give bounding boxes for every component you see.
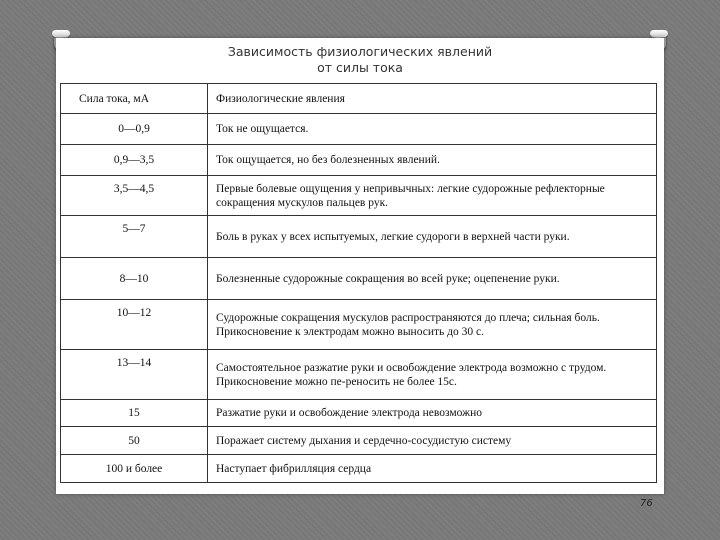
- cell-current: 50: [61, 427, 208, 455]
- cell-effect: Первые болевые ощущения у непривычных: легкие судорожные рефлекторные сокращения мускулов пальцев рук.: [208, 176, 657, 216]
- table-row: [61, 258, 657, 300]
- cell-current: 0—0,9: [61, 114, 208, 145]
- header-current: Сила тока, мА: [61, 84, 208, 114]
- table-row: [61, 176, 657, 216]
- table-row: [61, 145, 657, 176]
- table-row: [61, 216, 657, 258]
- cell-effect: Наступает фибрилляция сердца: [208, 455, 657, 483]
- table-row: [61, 114, 657, 145]
- cell-effect: Поражает систему дыхания и сердечно-сосудистую систему: [208, 427, 657, 455]
- table-row: [61, 300, 657, 350]
- table-header-row: [61, 84, 657, 114]
- slide-title-line1: Зависимость физиологических явлений: [227, 44, 493, 59]
- cell-current: 0,9—3,5: [61, 145, 208, 176]
- header-effects: Физиологические явления: [208, 84, 657, 114]
- table-row: [61, 350, 657, 400]
- cell-current: 8—10: [61, 258, 208, 300]
- cell-current: 100 и более: [61, 455, 208, 483]
- table-row: [61, 427, 657, 455]
- cell-effect: Боль в руках у всех испытуемых, легкие судороги в верхней части руки.: [208, 216, 657, 258]
- table-row: [61, 455, 657, 483]
- cell-effect: Болезненные судорожные сокращения во всей руке; оцепенение руки.: [208, 258, 657, 300]
- cell-current: 10—12: [61, 300, 208, 350]
- cell-current: 5—7: [61, 216, 208, 258]
- cell-current: 13—14: [61, 350, 208, 400]
- cell-current: 3,5—4,5: [61, 176, 208, 216]
- cell-effect: Самостоятельное разжатие руки и освобождение электрода возможно с трудом. Прикосновение можно пе-реносить не более 15с.: [208, 350, 657, 400]
- cell-effect: Судорожные сокращения мускулов распространяются до плеча; сильная боль. Прикосновение к электродам можно выносить до 30 с.: [208, 300, 657, 350]
- cell-effect: Ток ощущается, но без болезненных явлений.: [208, 145, 657, 176]
- slide-title: [56, 44, 664, 76]
- cell-current: 15: [61, 400, 208, 427]
- cell-effect: Разжатие руки и освобождение электрода невозможно: [208, 400, 657, 427]
- page-number: 76: [640, 498, 653, 509]
- physiological-effects-table: [60, 83, 657, 483]
- slide-title-line2: от силы тока: [317, 60, 403, 75]
- cell-effect: Ток не ощущается.: [208, 114, 657, 145]
- table-row: [61, 400, 657, 427]
